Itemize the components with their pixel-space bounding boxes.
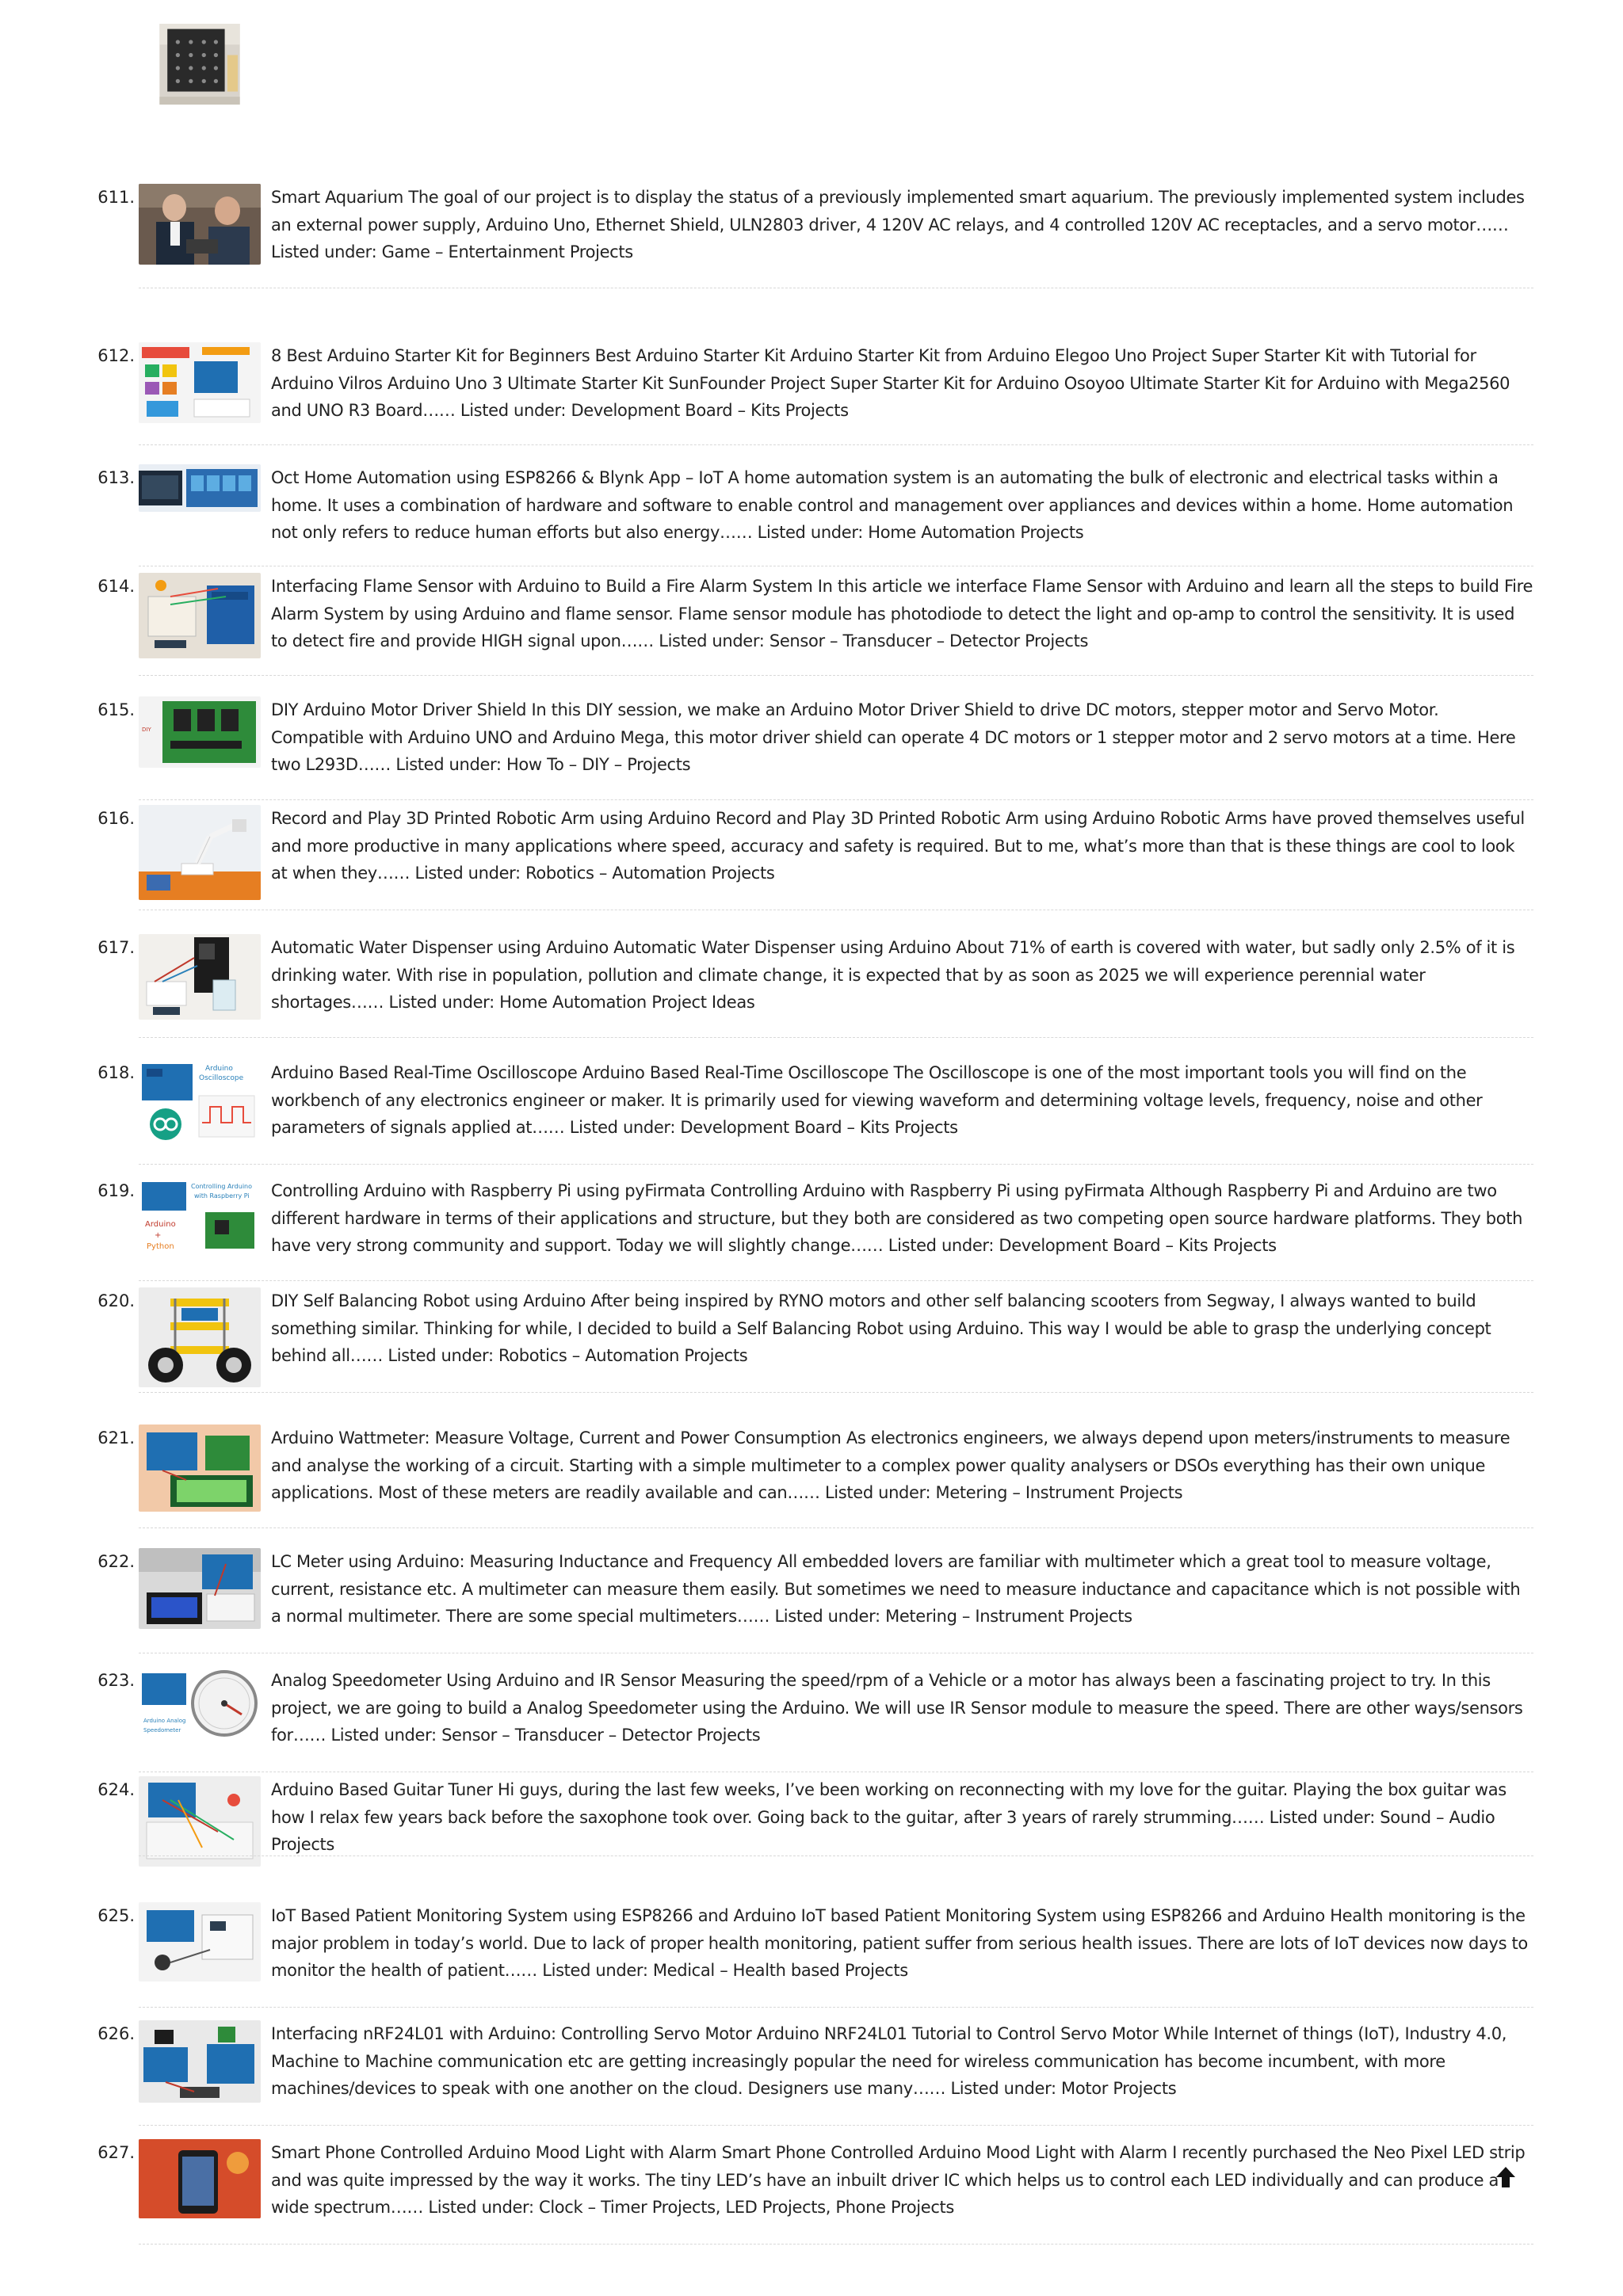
item-number: 625. xyxy=(97,1906,135,1925)
svg-text:+: + xyxy=(155,1231,162,1240)
relay-module-photo-icon xyxy=(139,464,261,512)
item-description[interactable]: IoT Based Patient Monitoring System using ESP8266 and Arduino IoT based Patient Monitoring System using ESP8266 and Arduino Health monitoring is the major problem in today’s world. Due to lack of proper health monitoring, patient suffer from serious health issues. There are lots of IoT devices now days to monitor the health of patient…… Listed under: Medical – Health based Projects xyxy=(271,1906,1528,1980)
list-item-thumbnail[interactable] xyxy=(139,24,261,147)
self-balancing-robot-photo-icon xyxy=(139,1287,261,1387)
item-separator xyxy=(139,799,1533,800)
list-item-thumbnail[interactable] xyxy=(139,184,261,265)
item-description[interactable]: DIY Self Balancing Robot using Arduino After being inspired by RYNO motors and other self balancing scooters from Segway, I always wanted to build something similar. Thinking for while, I decided to build a Self Balancing Robot using Arduino. This way I would be able to grasp the underlying concept behind all…… Listed under: Robotics – Automation Projects xyxy=(271,1291,1491,1365)
item-separator xyxy=(139,1164,1533,1165)
svg-text:Controlling Arduino: Controlling Arduino xyxy=(191,1183,253,1190)
item-number: 624. xyxy=(97,1780,135,1799)
item-separator xyxy=(139,1280,1533,1281)
back-to-top-button[interactable] xyxy=(1495,2166,1516,2188)
list-item-thumbnail[interactable] xyxy=(139,1548,261,1629)
list-item-thumbnail[interactable] xyxy=(139,1177,261,1253)
list-item-thumbnail[interactable] xyxy=(139,2020,261,2103)
item-number: 623. xyxy=(97,1671,135,1690)
item-description[interactable]: Record and Play 3D Printed Robotic Arm using Arduino Record and Play 3D Printed Robotic Arm using Arduino Robotic Arms have proved themselves useful and more productive in many applications where speed, accuracy and safety is required. But to me, what’s more than that is these things are cool to look at when they…… Listed under: Robotics – Automation Projects xyxy=(271,809,1525,883)
list-item-thumbnail[interactable] xyxy=(139,342,261,423)
item-description[interactable]: Interfacing Flame Sensor with Arduino to Build a Fire Alarm System In this article we interface Flame Sensor with Arduino and learn all the steps to build Fire Alarm System by using Arduino and flame sensor. Flame sensor module has photodiode to detect the light and op-amp to control the sensitivity. It is used to detect fire and provide HIGH signal upon…… Listed under: Sensor – Transducer – Detector Projects xyxy=(271,577,1533,650)
speedometer-photo-icon xyxy=(139,1667,261,1740)
list-item-thumbnail[interactable] xyxy=(139,805,261,900)
arrow-up-icon xyxy=(1495,2166,1516,2188)
list-item-thumbnail[interactable] xyxy=(139,1667,261,1740)
item-description[interactable]: Automatic Water Dispenser using Arduino Automatic Water Dispenser using Arduino About 71% of earth is covered with water, but sadly only 2.5% of it is drinking water. With rise in population, pollution and climate change, it is expected that by as soon as 2025 we will experience perennial water shortages…… Listed under: Home Automation Project Ideas xyxy=(271,938,1515,1012)
item-description[interactable]: DIY Arduino Motor Driver Shield In this DIY session, we make an Arduino Motor Driver Shield to drive DC motors, stepper motor and Servo Motor. Compatible with Arduino UNO and Arduino Mega, this motor driver shield can operate 4 DC motors or 1 stepper motor and 2 servo motors at a time. Here two L293D…… Listed under: How To – DIY – Projects xyxy=(271,700,1516,774)
list-item-thumbnail[interactable] xyxy=(139,2139,261,2218)
item-number: 611. xyxy=(97,188,135,207)
item-number: 626. xyxy=(97,2024,135,2043)
list-item-thumbnail[interactable] xyxy=(139,934,261,1020)
item-description[interactable]: Arduino Based Real-Time Oscilloscope Arduino Based Real-Time Oscilloscope The Oscilloscope is one of the most important tools you will find on the workbench of any electronics engineer or maker. It is primarily used for viewing waveform and determining voltage levels, frequency, noise and other parameters of signals applied at…… Listed under: Development Board – Kits Projects xyxy=(271,1063,1483,1137)
item-number: 618. xyxy=(97,1063,135,1082)
motor-shield-photo-icon xyxy=(139,696,261,768)
item-description[interactable]: Arduino Based Guitar Tuner Hi guys, during the last few weeks, I’ve been working on reconnecting with my love for the guitar. Playing the box guitar was how I relax few years back before the saxophone took over. Going back to the guitar, after 3 years of rarely strumming…… Listed under: Sound – Audio Projects xyxy=(271,1780,1507,1854)
item-description[interactable]: Interfacing nRF24L01 with Arduino: Controlling Servo Motor Arduino NRF24L01 Tutorial to Control Servo Motor While Internet of things (IoT), Industry 4.0, Machine to Machine communication etc are getting increasingly popular the need for wireless communication has become incumbent, with more machines/devices to speak with one another on the cloud. Designers use many…… Listed under: Motor Projects xyxy=(271,2024,1507,2098)
list-item-thumbnail[interactable] xyxy=(139,1776,261,1867)
keypad-photo-icon xyxy=(139,24,261,105)
item-separator xyxy=(139,1855,1533,1856)
list-item-thumbnail[interactable] xyxy=(139,573,261,658)
item-number: 627. xyxy=(97,2143,135,2162)
oscilloscope-photo-icon xyxy=(139,1059,261,1145)
item-description[interactable]: LC Meter using Arduino: Measuring Inductance and Frequency All embedded lovers are familiar with multimeter which a great tool to measure voltage, current, resistance etc. A multimeter can measure them easily. But sometimes we need to measure inductance and capacitance which is not possible with a normal multimeter. There are some special multimeters…… Listed under: Metering – Instrument Projects xyxy=(271,1552,1521,1626)
item-description[interactable]: 8 Best Arduino Starter Kit for Beginners Best Arduino Starter Kit Arduino Starter Kit from Arduino Elegoo Uno Project Super Starter Kit with Tutorial for Arduino Vilros Arduino Uno 3 Ultimate Starter Kit SunFounder Project Super Starter Kit for Arduino Osoyoo Ultimate Starter Kit for Arduino with Mega2560 and UNO R3 Board…… Listed under: Development Board – Kits Projects xyxy=(271,346,1510,420)
raspberry-pi-photo-icon xyxy=(139,1177,261,1253)
list-item-thumbnail[interactable] xyxy=(139,1425,261,1512)
list-item-thumbnail[interactable] xyxy=(139,1059,261,1145)
item-separator xyxy=(139,444,1533,445)
list-item-thumbnail[interactable] xyxy=(139,696,261,768)
item-number: 613. xyxy=(97,468,135,487)
wattmeter-photo-icon xyxy=(139,1425,261,1512)
list-item-thumbnail[interactable] xyxy=(139,1287,261,1387)
item-number: 616. xyxy=(97,809,135,828)
svg-text:Speedometer: Speedometer xyxy=(143,1727,181,1733)
item-separator xyxy=(139,1392,1533,1393)
item-number: 614. xyxy=(97,577,135,596)
item-separator xyxy=(139,675,1533,676)
item-number: 617. xyxy=(97,938,135,957)
item-separator xyxy=(139,1527,1533,1528)
mood-light-photo-icon xyxy=(139,2139,261,2218)
list-item-thumbnail[interactable] xyxy=(139,1902,261,1981)
water-dispenser-photo-icon xyxy=(139,934,261,1020)
item-separator xyxy=(139,2007,1533,2008)
item-description[interactable]: Arduino Wattmeter: Measure Voltage, Current and Power Consumption As electronics engineers, we always depend upon meters/instruments to measure and analyse the working of a circuit. Starting with a simple multimeter to a complex power quality analysers or DSOs everything has their own unique applications. Most of these meters are readily available and can…… Listed under: Metering – Instrument Projects xyxy=(271,1428,1510,1502)
item-number: 621. xyxy=(97,1428,135,1447)
robotic-arm-photo-icon xyxy=(139,805,261,900)
list-item-thumbnail[interactable] xyxy=(139,464,261,512)
item-number: 619. xyxy=(97,1181,135,1200)
item-description[interactable]: Controlling Arduino with Raspberry Pi using pyFirmata Controlling Arduino with Raspberry Pi using pyFirmata Although Raspberry Pi and Arduino are two different hardware in terms of their applications and structure, but they both are considered as two competing open source hardware platforms. They both have very strong community and support. Today we will slightly change…… Listed under: Development Board – Kits Projects xyxy=(271,1181,1523,1255)
item-separator xyxy=(139,2244,1533,2245)
item-description[interactable]: Analog Speedometer Using Arduino and IR Sensor Measuring the speed/rpm of a Vehicle or a motor has always been a fascinating project to try. In this project, we are going to build a Analog Speedometer using the Arduino. We will use IR Sensor module to measure the speed. There are other ways/sensors for…… Listed under: Sensor – Transducer – Detector Projects xyxy=(271,1671,1523,1745)
svg-text:DIY: DIY xyxy=(142,727,151,733)
item-description[interactable]: Smart Phone Controlled Arduino Mood Light with Alarm Smart Phone Controlled Arduino Mood Light with Alarm I recently purchased the Neo Pixel LED strip and was quite impressed by the way it works. The tiny LED’s have an inbuilt driver IC which helps us to control each LED individually and can produce a wide spectrum…… Listed under: Clock – Timer Projects, LED Projects, Phone Projects xyxy=(271,2143,1526,2217)
flame-sensor-photo-icon xyxy=(139,573,261,658)
item-number: 622. xyxy=(97,1552,135,1571)
svg-text:Python: Python xyxy=(147,1242,174,1251)
lc-meter-photo-icon xyxy=(139,1548,261,1629)
patient-monitor-photo-icon xyxy=(139,1902,261,1981)
guitar-tuner-photo-icon xyxy=(139,1776,261,1867)
nrf24l01-photo-icon xyxy=(139,2020,261,2103)
item-description[interactable]: Smart Aquarium The goal of our project is to display the status of a previously implemented smart aquarium. The previously implemented system includes an external power supply, Arduino Uno, Ethernet Shield, ULN2803 driver, 4 120V AC relays, and 4 controlled 120V AC receptacles, and a servo motor…… Listed under: Game – Entertainment Projects xyxy=(271,188,1525,261)
aquarium-team-photo-icon xyxy=(139,184,261,265)
starter-kit-photo-icon xyxy=(139,342,261,423)
svg-text:with Raspberry Pi: with Raspberry Pi xyxy=(194,1192,250,1199)
svg-text:Arduino: Arduino xyxy=(205,1065,233,1073)
item-description[interactable]: Oct Home Automation using ESP8266 & Blynk App – IoT A home automation system is an automating the bulk of electronic and electrical tasks within a home. It uses a combination of hardware and software to enable control and management over appliances and devices within a home. Home automation not only refers to reduce human efforts but also energy…… Listed under: Home Automation Projects xyxy=(271,468,1514,542)
svg-text:Arduino Analog: Arduino Analog xyxy=(143,1718,186,1724)
item-number: 615. xyxy=(97,700,135,719)
svg-text:Oscilloscope: Oscilloscope xyxy=(199,1074,244,1082)
item-separator xyxy=(139,2125,1533,2126)
svg-text:Arduino: Arduino xyxy=(145,1220,176,1229)
item-number: 612. xyxy=(97,346,135,365)
item-separator xyxy=(139,1037,1533,1038)
item-number: 620. xyxy=(97,1291,135,1310)
